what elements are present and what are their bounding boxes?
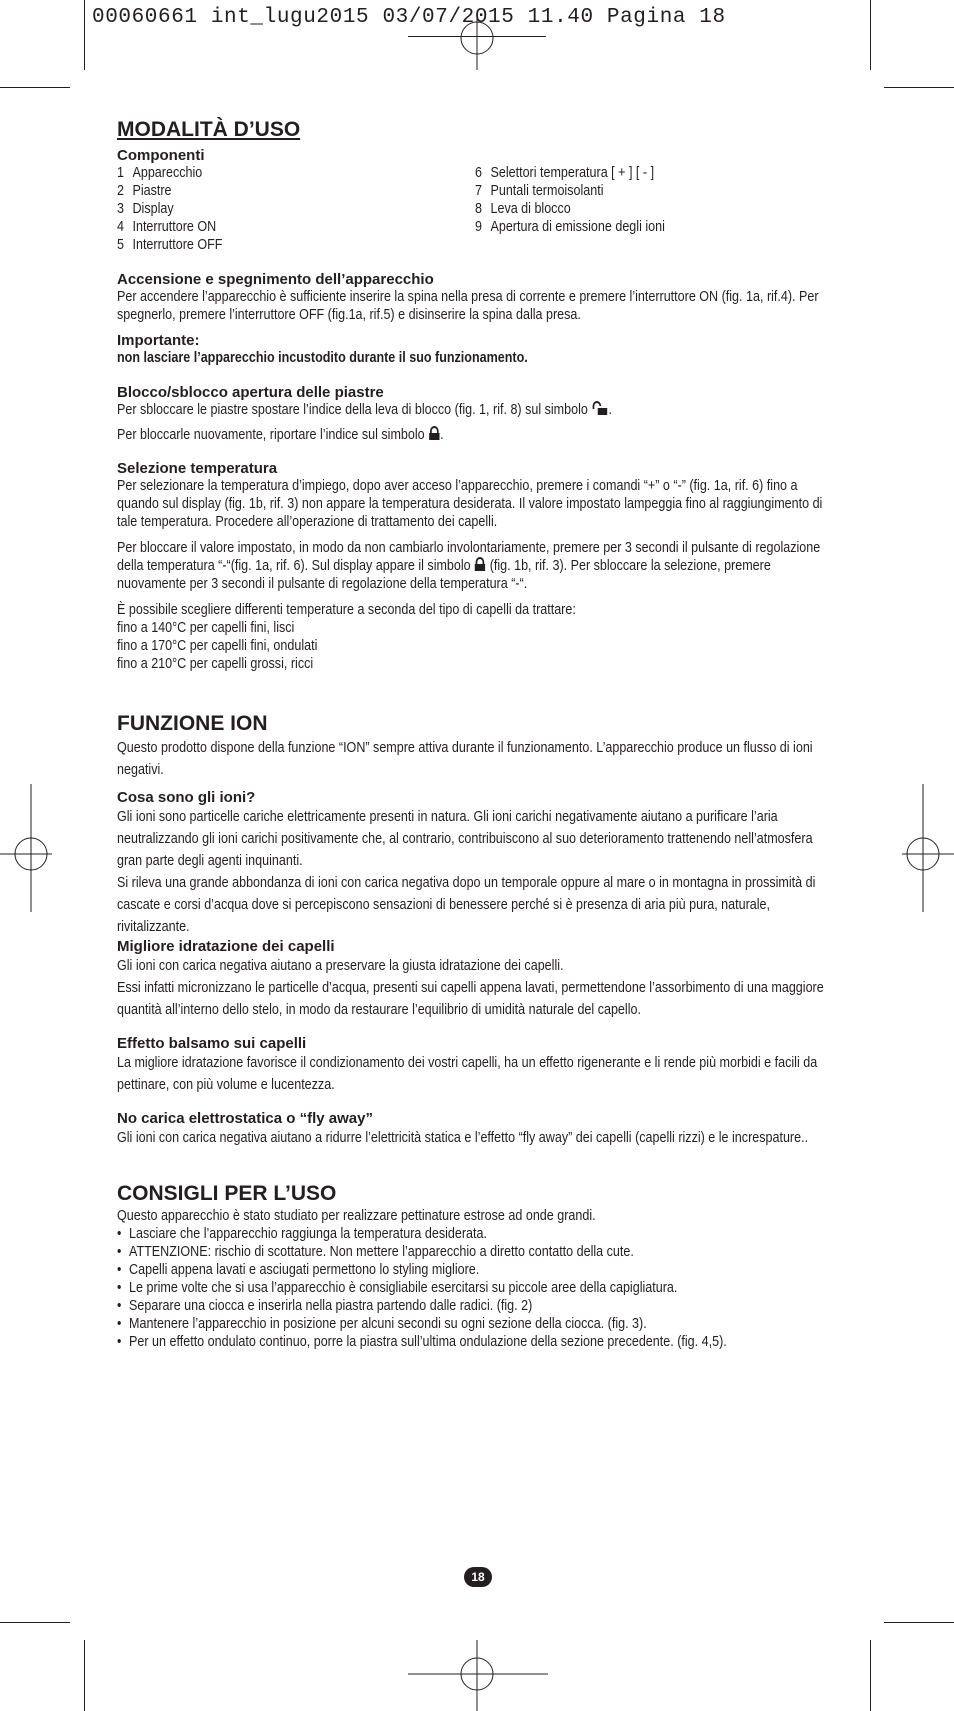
hydration-paragraph: Gli ioni con carica negativa aiutano a preservare la giusta idratazione dei capelli. [117, 958, 564, 974]
crop-mark [870, 0, 871, 70]
crop-mark [84, 0, 85, 70]
static-paragraph: Gli ioni con carica negativa aiutano a ridurre l’elettricità statica e l’effetto “fly away” dei capelli (capelli rizzi) e le increspature.. [117, 1130, 809, 1146]
component-item: 9 Apertura di emissione degli ioni [475, 219, 665, 235]
section-title-tips: CONSIGLI PER L’USO [117, 1182, 337, 1205]
list-item: • Capelli appena lavati e asciugati permettono lo styling migliore. [117, 1261, 839, 1279]
ions-heading: Cosa sono gli ioni? [117, 789, 256, 806]
component-item: 4 Interruttore ON [117, 219, 217, 235]
components-heading: Componenti [117, 147, 205, 164]
static-heading: No carica elettrostatica o “fly away” [117, 1110, 373, 1127]
component-item: 1 Apparecchio [117, 165, 203, 181]
relock-text: Per bloccarle nuovamente, riportare l’indice sul simbolo . [117, 427, 444, 443]
locked-padlock-icon [428, 426, 440, 440]
print-slug: 00060661 int_lugu2015 03/07/2015 11.40 Pagina 18 [92, 6, 726, 29]
tips-intro: Questo apparecchio è stato studiato per realizzare pettinature estrose ad onde grandi. [117, 1208, 596, 1224]
page-number-badge: 18 [464, 1567, 492, 1587]
temperature-option: fino a 170°C per capelli fini, ondulati [117, 638, 318, 654]
crop-mark [884, 87, 954, 88]
temperature-option: fino a 210°C per capelli grossi, ricci [117, 656, 314, 672]
component-item: 5 Interruttore OFF [117, 237, 223, 253]
component-item: 2 Piastre [117, 183, 172, 199]
registration-mark-bottom [408, 1640, 548, 1711]
temperature-paragraph: Per selezionare la temperatura d’impiego, dopo aver acceso l’apparecchio, premere i comandi “+” o “-” (fig. 1a, rif. 6) fino a quando sul display (fig. 1b, rif. 3) non appare la temperatura desiderata. Il valore impostato lampeggia fino al raggiungimento di tale temperatura. Procedere all’operazione di trattamento dei capelli. [117, 478, 823, 530]
important-heading: Importante: [117, 332, 200, 349]
crop-mark [0, 87, 70, 88]
component-item: 6 Selettori temperatura [ + ] [ - ] [475, 165, 655, 181]
crop-mark [884, 1622, 954, 1623]
tips-list [117, 1225, 839, 1351]
power-heading: Accensione e spegnimento dell’apparecchio [117, 271, 434, 288]
component-item: 8 Leva di blocco [475, 201, 571, 217]
balm-paragraph: La migliore idratazione favorisce il condizionamento dei vostri capelli, ha un effetto rigenerante e li rende più morbidi e facili da pettinare, con più volume e lucentezza. [117, 1055, 818, 1093]
locked-padlock-icon [474, 557, 486, 571]
list-item: • ATTENZIONE: rischio di scottature. Non mettere l’apparecchio a diretto contatto della cute. [117, 1243, 839, 1261]
unlock-text: Per sbloccare le piastre spostare l’indice della leva di blocco (fig. 1, rif. 8) sul simbolo . [117, 402, 613, 418]
list-item: • Lasciare che l’apparecchio raggiunga la temperatura desiderata. [117, 1225, 839, 1243]
temperature-lock-paragraph: Per bloccare il valore impostato, in modo da non cambiarlo involontariamente, premere per 3 secondi il pulsante di regolazione della temperatura “-“(fig. 1a, rif. 6). Sul display appare il simbolo (fig. 1b, rif. 3). Per sbloccare la selezione, premere nuovamente per 3 secondi il pulsante di regolazione della temperatura “-“. [117, 540, 821, 592]
ion-intro: Questo prodotto dispone della funzione “ION” sempre attiva durante il funzionamento. L’apparecchio produce un flusso di ioni negativi. [117, 740, 813, 778]
crop-mark [0, 1622, 70, 1623]
component-item: 3 Display [117, 201, 174, 217]
section-title-modalita: MODALITÀ D’USO [117, 118, 301, 141]
temperature-heading: Selezione temperatura [117, 460, 278, 477]
temperature-option: fino a 140°C per capelli fini, lisci [117, 620, 295, 636]
crop-mark [870, 1640, 871, 1711]
component-item: 7 Puntali termoisolanti [475, 183, 604, 199]
list-item: • Per un effetto ondulato continuo, porre la piastra sull’ultima ondulazione della sezione precedente. (fig. 4,5). [117, 1333, 839, 1351]
ions-paragraph: Si rileva una grande abbondanza di ioni con carica negativa dopo un temporale oppure al mare o in montagna in prossimità di cascate e corsi d’acqua dove si percepiscono sensazioni di benessere perché si è presenza di aria più pura, naturale, rivitalizzante. [117, 875, 816, 935]
registration-mark-left [0, 784, 52, 912]
ions-paragraph: Gli ioni sono particelle cariche elettricamente presenti in natura. Gli ioni carichi negativamente aiutano a purificare l’aria neutralizzando gli ioni carichi positivamente che, al contrario, contribuiscono al suo deterioramento trattenendo nell’atmosfera gran parte degli agenti inquinanti. [117, 809, 813, 869]
hydration-paragraph: Essi infatti micronizzano le particelle d’acqua, presenti sui capelli appena lavati, permettendone l’assorbimento di una maggiore quantità all’interno dello stelo, in modo da restaurare l’equilibrio di umidità naturale del capello. [117, 980, 824, 1018]
list-item: • Le prime volte che si usa l’apparecchio è consigliabile esercitarsi su piccole aree della capigliatura. [117, 1279, 839, 1297]
temperature-options: È possibile scegliere differenti temperature a seconda del tipo di capelli da trattare: fino a 140°C per capelli fini, lisci fino a 170°C per capelli fini, ondulati fino a 210°C per capelli grossi, ricci [117, 602, 576, 672]
lock-heading: Blocco/sblocco apertura delle piastre [117, 384, 384, 401]
list-item: • Separare una ciocca e inserirla nella piastra partendo dalle radici. (fig. 2) [117, 1297, 839, 1315]
important-text: non lasciare l’apparecchio incustodito durante il suo funzionamento. [117, 350, 528, 366]
balm-heading: Effetto balsamo sui capelli [117, 1035, 307, 1052]
manual-page [117, 117, 839, 1351]
hydration-heading: Migliore idratazione dei capelli [117, 938, 335, 955]
list-item: • Mantenere l’apparecchio in posizione per alcuni secondi su ogni sezione della ciocca. (fig. 3). [117, 1315, 839, 1333]
power-text: Per accendere l’apparecchio è sufficiente inserire la spina nella presa di corrente e premere l’interruttore ON (fig. 1a, rif.4). Per spegnerlo, premere l’interruttore OFF (fig.1a, rif.5) e disinserire la spina dalla presa. [117, 289, 819, 323]
registration-mark-right [892, 784, 954, 912]
components-list [117, 164, 839, 261]
unlocked-padlock-icon [591, 401, 608, 415]
crop-mark [84, 1640, 85, 1711]
section-title-ion: FUNZIONE ION [117, 712, 268, 735]
